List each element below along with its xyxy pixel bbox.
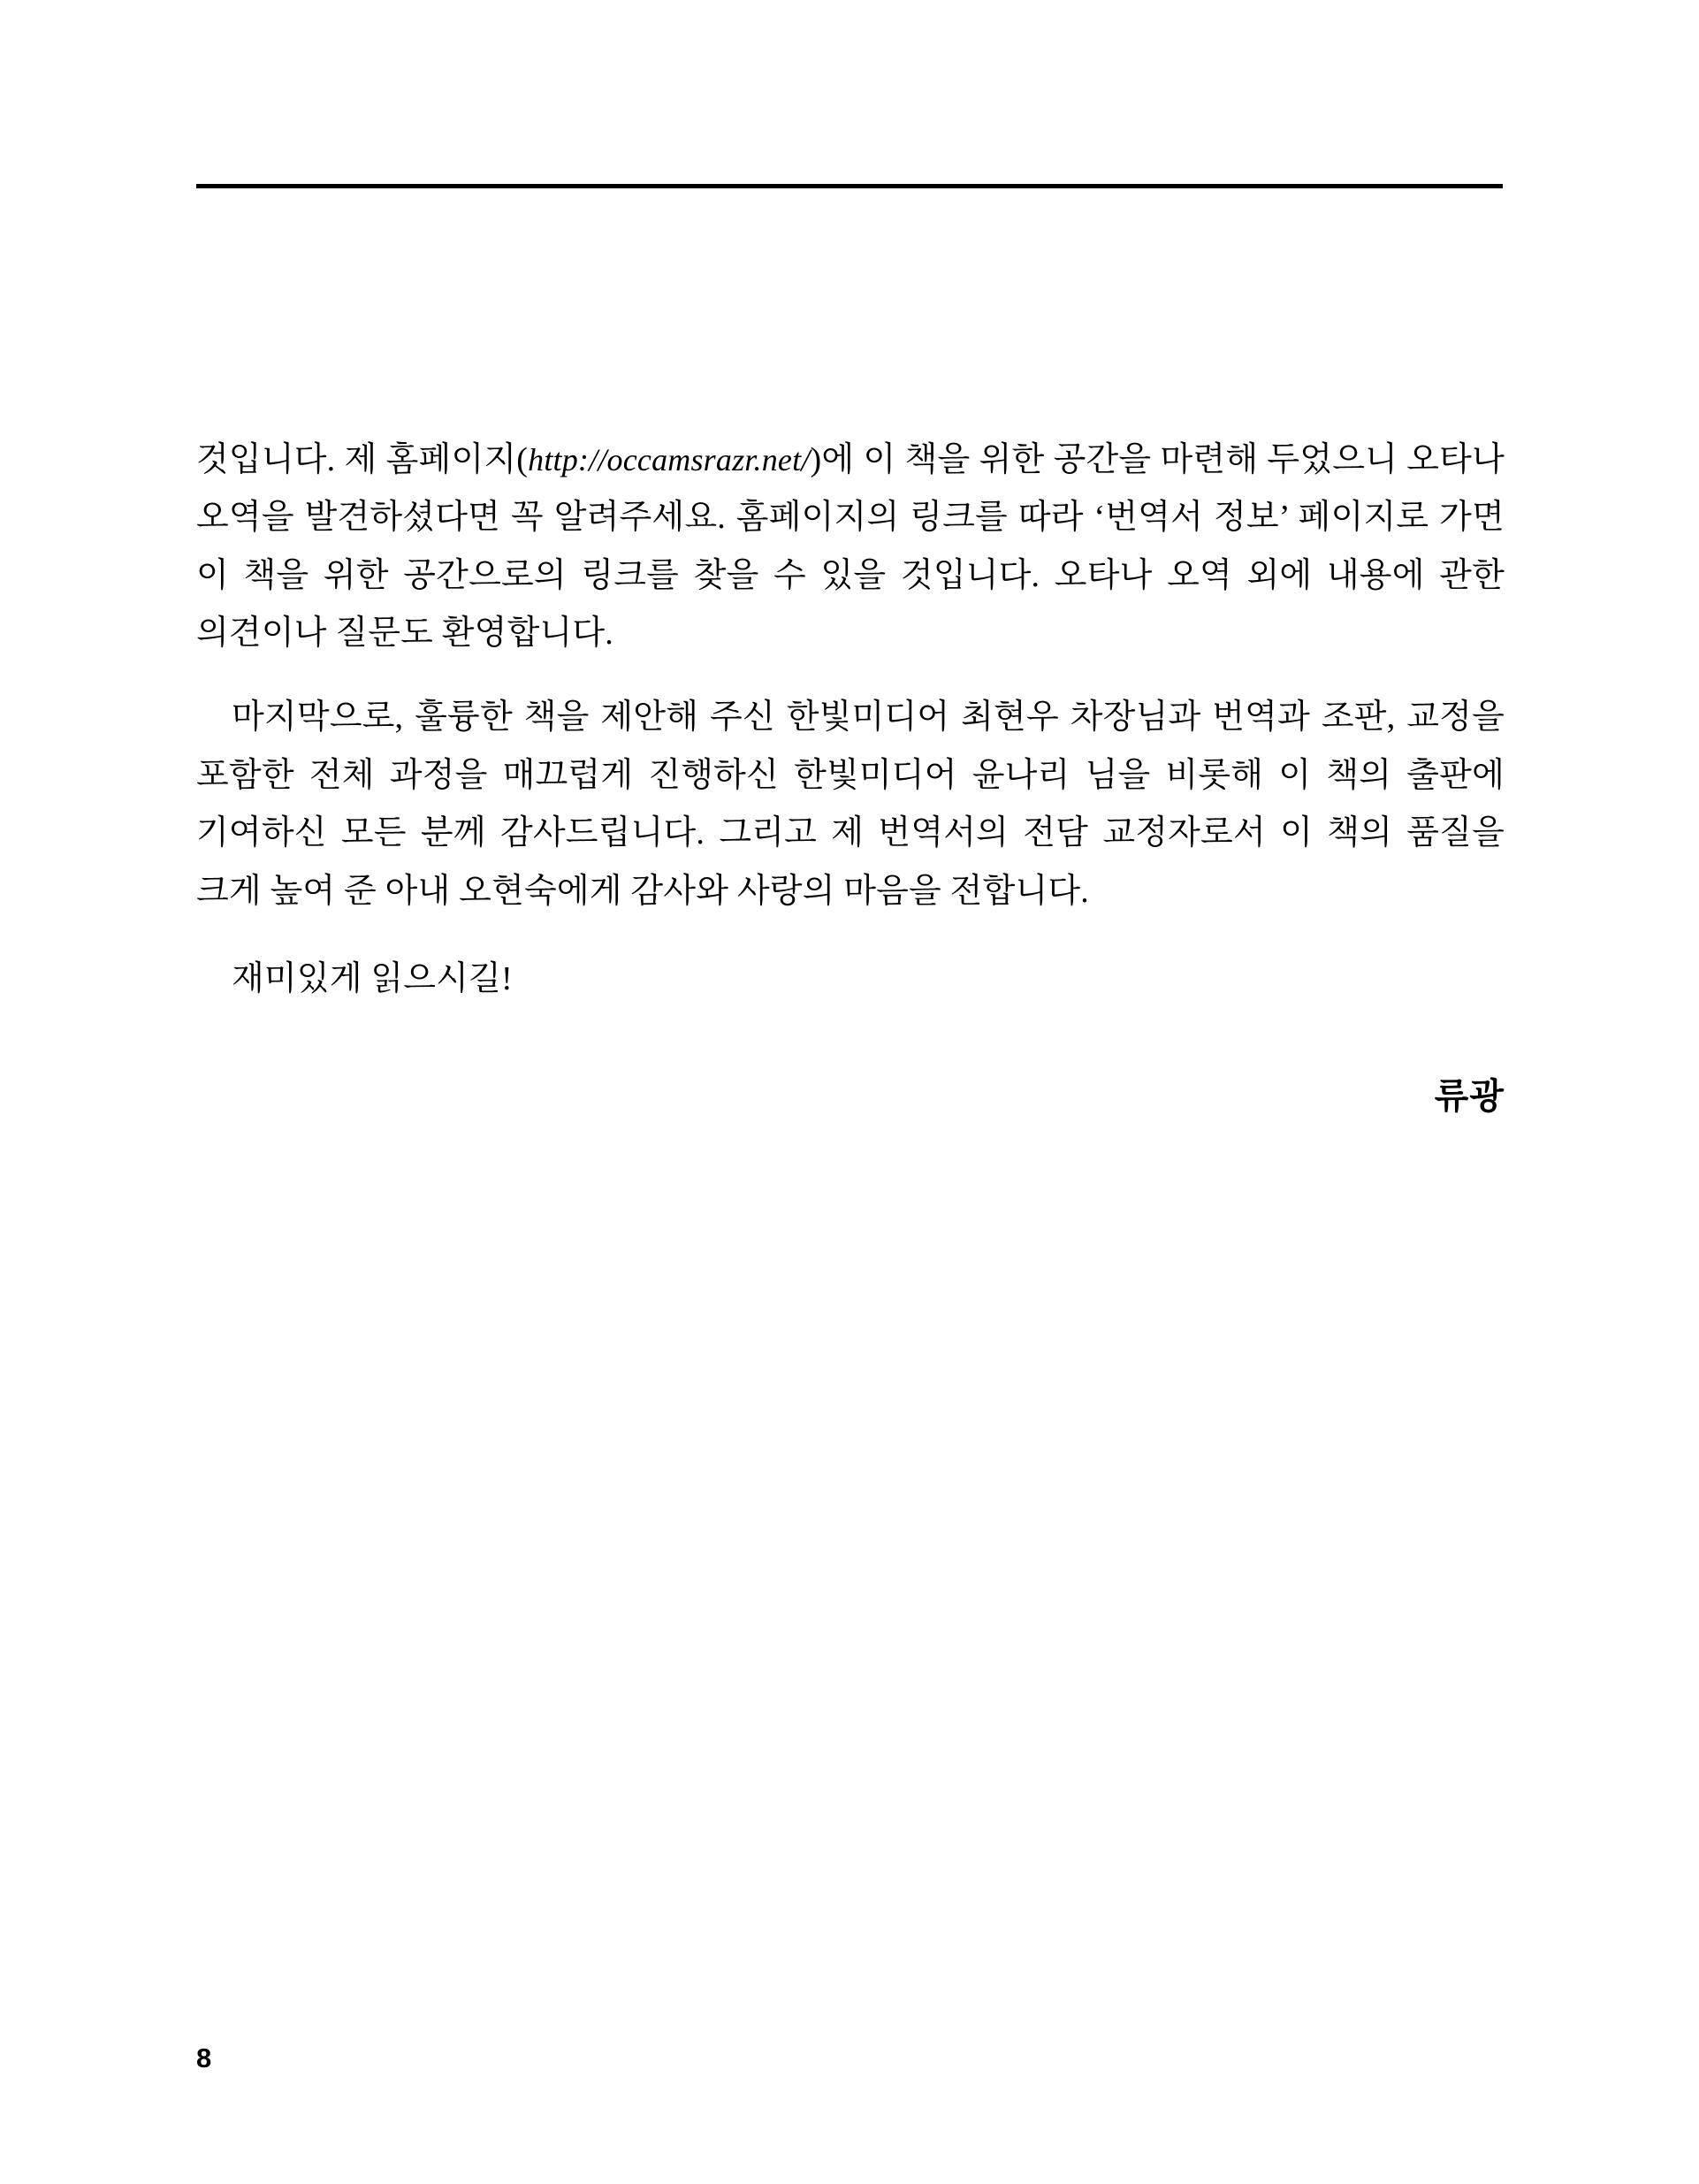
author-signature: 류광	[1434, 1077, 1505, 1117]
page-number: 8	[196, 2043, 212, 2073]
paragraph-1-text-after-url: )에 이 책을 위한 공간을 마련해 두었으니 오타나 오역을 발견하셨다면 꼭 알려주세요. 홈페이지의 링크를 따라 ‘번역서 정보’ 페이지로 가면 이 책을 위한 공간으로의 링크를 찾을 수 있을 것입니다. 오타나 오역 외에 내용에 관한 의견이나 질문도 환영합니다.	[196, 441, 1505, 653]
header-rule	[196, 184, 1503, 188]
paragraph-2: 마지막으로, 훌륭한 책을 제안해 주신 한빛미디어 최현우 차장님과 번역과 조판, 교정을 포함한 전체 과정을 매끄럽게 진행하신 한빛미디어 윤나리 님을 비롯해 이 책의 출판에 기여하신 모든 분께 감사드립니다. 그리고 제 번역서의 전담 교정자로서 이 책의 품질을 크게 높여 준 아내 오현숙에게 감사와 사랑의 마음을 전합니다.	[196, 699, 1505, 910]
paragraph-1	[196, 431, 1505, 662]
page-body	[196, 431, 1505, 1119]
paragraph-3: 재미있게 읽으시길!	[232, 959, 513, 997]
paragraph-1-text-before-url: 것입니다. 제 홈페이지(	[196, 441, 529, 478]
homepage-url: http://occamsrazr.net/	[528, 442, 811, 477]
